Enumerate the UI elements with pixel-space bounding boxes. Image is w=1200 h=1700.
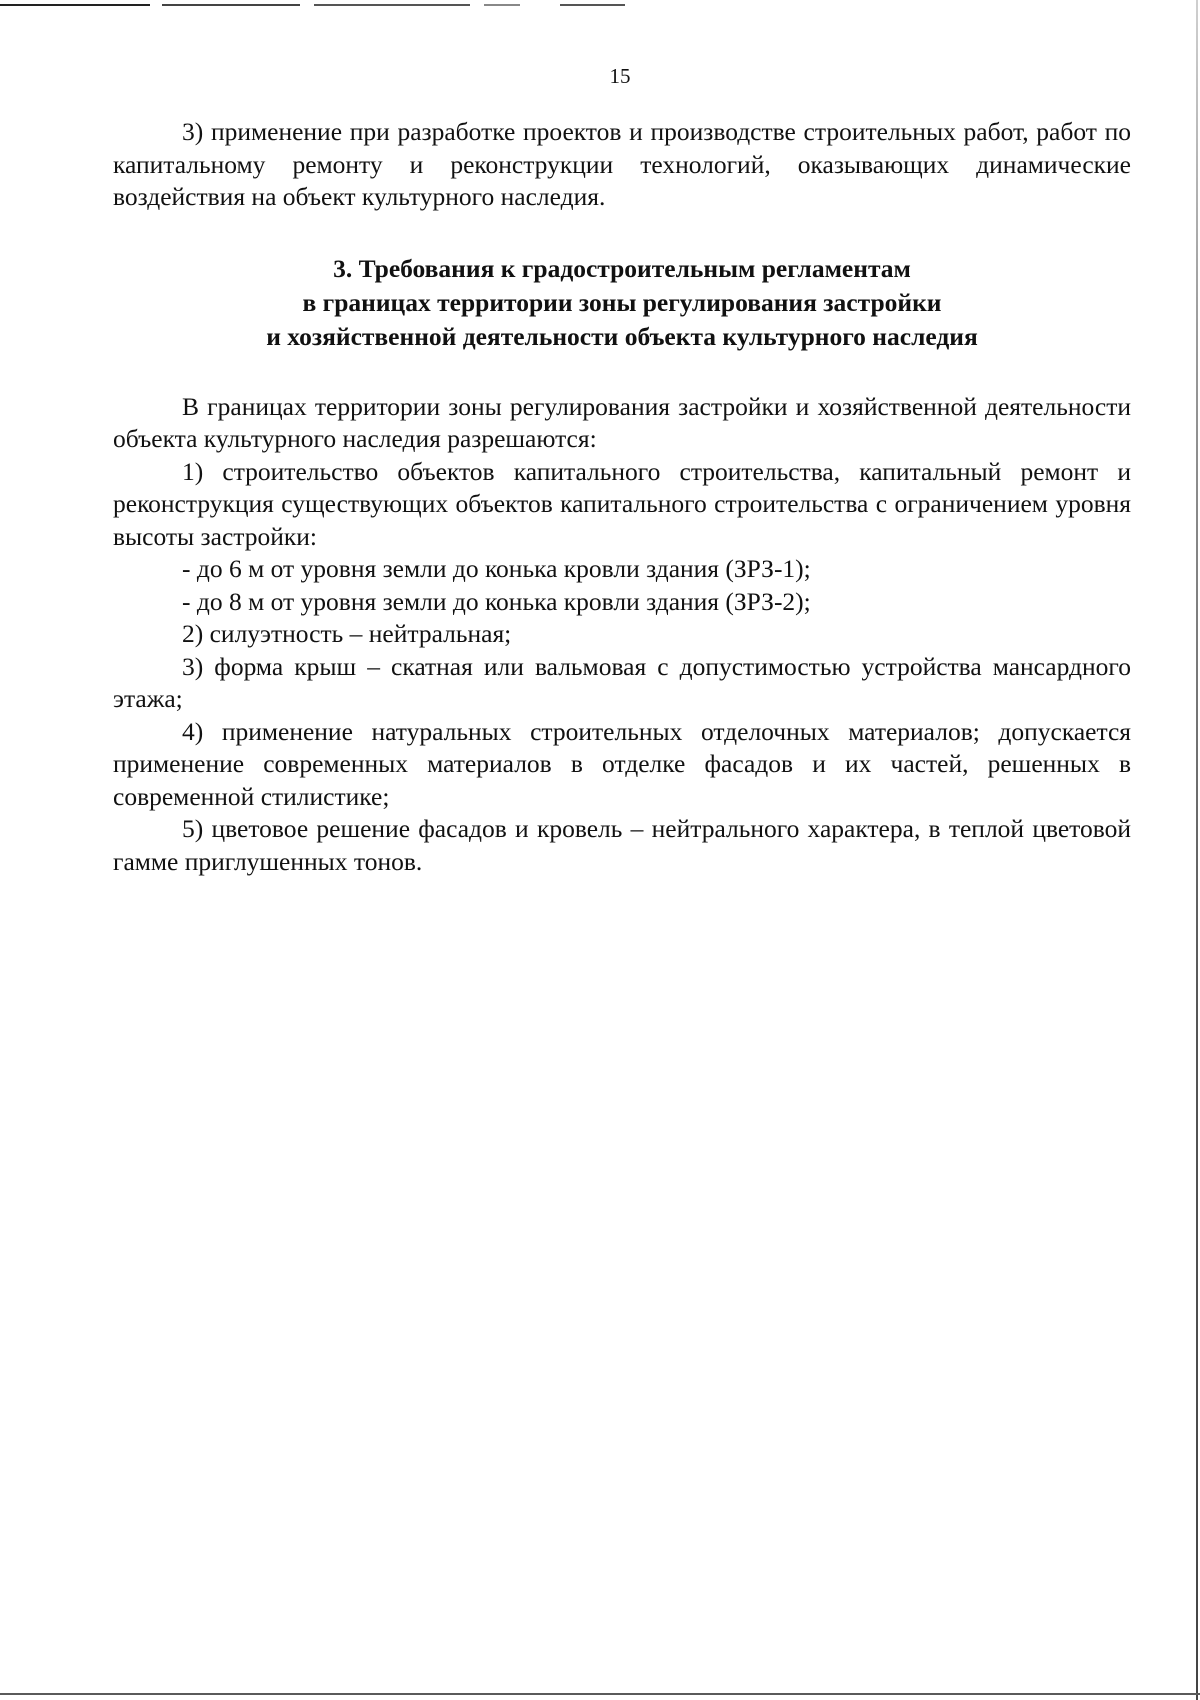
page-number: 15 (609, 64, 631, 88)
intro-paragraph: 3) применение при разработке проектов и производстве строительных работ, работ по капитальному ремонту и реконструкции технологий, оказывающих динамические воздействия на объект культурного наследия. (113, 117, 1131, 211)
section-heading-line-1: 3. Требования к градостроительным регламентам (333, 253, 911, 283)
sub-item-zrz-2: - до 8 м от уровня земли до конька кровли здания (ЗРЗ-2); (182, 586, 811, 616)
sub-item-zrz-1: - до 6 м от уровня земли до конька кровли здания (ЗРЗ-1); (182, 554, 811, 583)
section-heading-line-3: и хозяйственной деятельности объекта культурного наследия (266, 321, 978, 351)
list-item-4: 4) применение натуральных строительных отделочных материалов; допускается применение современных материалов в отделке фасадов и их частей, решенных в современной стилистике; (113, 716, 1131, 811)
scan-edge-right (1196, 0, 1198, 1700)
scan-edge-bottom (0, 1693, 1200, 1695)
list-item-5: 5) цветовое решение фасадов и кровель – нейтрального характера, в теплой цветовой гамме приглушенных тонов. (113, 814, 1131, 876)
list-item-1: 1) строительство объектов капитального строительства, капитальный ремонт и реконструкция существующих объектов капитального строительства с ограничением уровня высоты застройки: (113, 456, 1131, 551)
list-item-2: 2) силуэтность – нейтральная; (182, 619, 512, 648)
section-heading-line-2: в границах территории зоны регулирования застройки (302, 287, 942, 317)
paragraph-intro-permitted: В границах территории зоны регулирования застройки и хозяйственной деятельности объекта культурного наследия разрешаются: (113, 391, 1131, 453)
section-heading (113, 252, 1131, 354)
list-item-3: 3) форма крыш – скатная или вальмовая с допустимостью устройства мансардного этажа; (113, 651, 1131, 713)
scan-edge-top (0, 4, 625, 6)
document-body (113, 116, 1131, 878)
